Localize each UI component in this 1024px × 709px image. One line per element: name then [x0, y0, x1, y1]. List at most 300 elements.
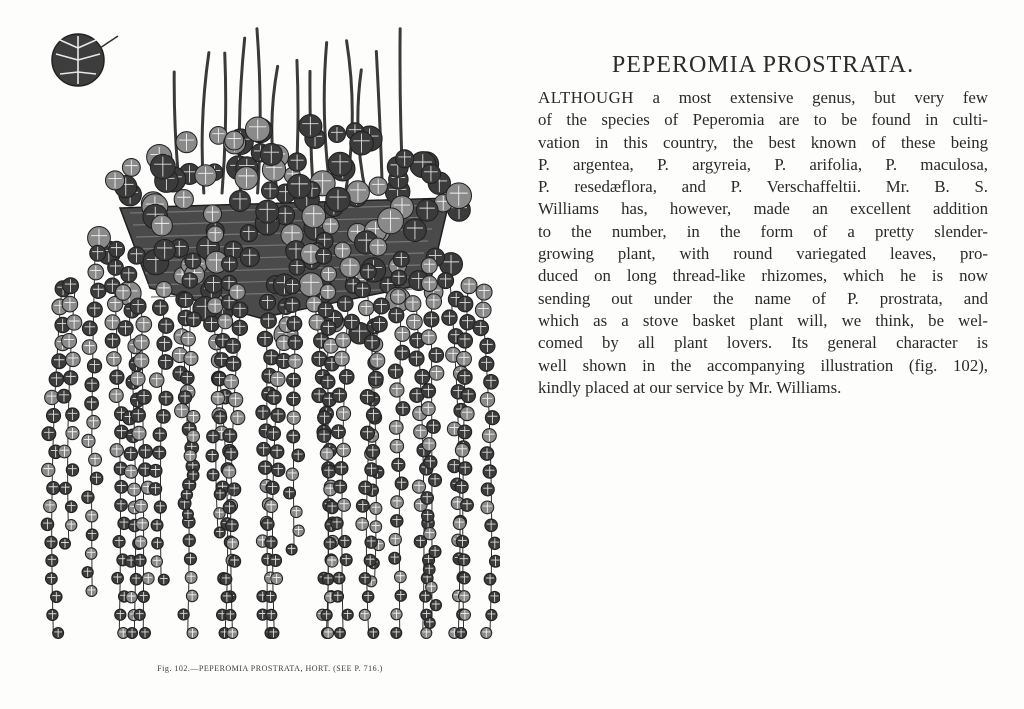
leaf — [416, 199, 438, 221]
lead-word-rest: LTHOUGH — [550, 88, 634, 107]
leaf — [204, 275, 222, 293]
leaf — [47, 609, 58, 620]
leaf — [223, 429, 237, 443]
leaf — [421, 492, 434, 505]
leaf — [318, 302, 333, 317]
leaf — [221, 256, 237, 272]
leaf — [256, 405, 270, 419]
leaf — [321, 609, 332, 620]
leaf — [266, 481, 279, 494]
leaf — [178, 292, 193, 307]
leaf — [442, 310, 457, 325]
leaf — [186, 312, 201, 327]
leaf — [460, 407, 474, 421]
leaf — [88, 264, 104, 280]
leaf — [334, 480, 347, 493]
leaf — [485, 519, 498, 532]
leaf — [391, 270, 407, 286]
figure-caption: Fig. 102.—PEPEROMIA PROSTRATA, HORT. (SEE P. 716.) — [157, 664, 383, 673]
leaf — [336, 406, 350, 420]
leaf — [82, 491, 94, 503]
leaf — [87, 302, 102, 317]
leaf — [124, 447, 137, 461]
leaf — [287, 392, 301, 406]
leaf — [225, 338, 240, 353]
leaf — [127, 628, 138, 639]
leaf — [186, 590, 198, 602]
leaf — [414, 425, 428, 439]
leaf — [90, 245, 106, 261]
leaf — [86, 510, 98, 522]
leaf — [49, 372, 64, 387]
body-line-9: duced on long thread-like rhizomes, which he is now — [538, 266, 988, 286]
leaf — [340, 554, 352, 566]
leaf — [266, 609, 277, 620]
leaf — [287, 430, 300, 443]
leaf — [45, 536, 57, 548]
leaf — [358, 300, 373, 315]
leaf — [429, 366, 444, 381]
leaf — [90, 472, 103, 485]
leaf — [299, 114, 322, 137]
leaf — [91, 283, 106, 298]
leaf — [339, 370, 354, 385]
leaf — [396, 150, 414, 168]
leaf — [479, 356, 494, 371]
leaf — [458, 554, 470, 566]
leaf — [426, 294, 442, 310]
leaf — [225, 609, 236, 620]
leaf — [134, 353, 149, 368]
leaf — [328, 152, 352, 176]
leaf — [266, 426, 280, 440]
leaf — [57, 389, 71, 403]
leaf — [240, 225, 257, 242]
body-line-4: P. argentea, P. argyreia, P. arifolia, P. maculosa, — [538, 154, 988, 174]
article-body — [538, 87, 988, 399]
leaf — [115, 499, 128, 512]
leaf — [225, 131, 244, 150]
leaf — [287, 411, 300, 424]
leaf — [207, 226, 224, 243]
leaf — [288, 354, 302, 368]
leaf — [390, 439, 404, 453]
leaf — [370, 353, 385, 368]
body-line-3: vation in this country, the best known of these being — [538, 132, 988, 152]
leaf — [261, 313, 277, 329]
leaf — [368, 628, 379, 639]
leaf — [483, 465, 496, 478]
leaf — [152, 538, 164, 550]
leaf — [126, 591, 138, 603]
leaf — [183, 534, 195, 546]
leaf — [337, 296, 353, 312]
leaf — [342, 609, 353, 620]
leaf — [475, 302, 491, 318]
leaf — [45, 573, 57, 585]
leaf — [489, 591, 500, 603]
leaf — [214, 527, 225, 538]
leaf — [180, 371, 194, 385]
leaf — [137, 390, 152, 405]
leaf — [339, 535, 351, 547]
leaf — [421, 258, 437, 274]
leaf — [121, 267, 137, 283]
leaf — [316, 248, 332, 264]
leaf — [322, 465, 335, 478]
leaf — [152, 300, 168, 316]
leaf — [337, 443, 351, 457]
leaf — [232, 302, 248, 318]
leaf — [149, 483, 162, 496]
leaf — [271, 408, 285, 422]
body-line-14: kindly placed at our service by Mr. Williams. — [538, 377, 842, 397]
leaf — [207, 298, 223, 314]
body-line-2: of the species of Peperomia are to be found in culti- — [538, 110, 988, 130]
peperomia-engraving — [30, 18, 500, 658]
leaf — [364, 335, 379, 350]
body-line-5: P. resedæflora, and P. Verschaffeltii. Mr. B. S. — [538, 177, 988, 197]
leaf — [366, 408, 380, 422]
leaf — [62, 333, 77, 348]
leaf — [53, 628, 64, 639]
leaf — [229, 190, 250, 211]
leaf — [396, 402, 410, 416]
leaf — [204, 316, 220, 332]
leaf — [484, 374, 499, 389]
leaf — [350, 131, 374, 155]
leaf — [318, 411, 332, 425]
leaf — [82, 567, 93, 578]
leaf — [46, 555, 58, 567]
leaf — [268, 628, 279, 639]
leaf — [270, 372, 285, 387]
body-line-1 — [538, 87, 988, 109]
leaf — [409, 351, 424, 366]
leaf — [85, 378, 99, 392]
leaf — [178, 391, 191, 404]
leaf — [421, 330, 436, 345]
article — [538, 52, 988, 399]
leaf — [390, 383, 404, 397]
leaf — [115, 480, 128, 493]
leaf — [284, 487, 296, 499]
leaf — [421, 402, 435, 416]
leaf — [203, 205, 221, 223]
leaf — [265, 500, 278, 513]
leaf — [485, 411, 499, 425]
leaf — [390, 289, 406, 305]
leaf — [392, 458, 405, 471]
leaf — [269, 554, 281, 566]
leaf — [66, 352, 81, 367]
leaf — [355, 282, 371, 298]
leaf — [287, 316, 302, 331]
leaf — [360, 390, 375, 405]
leaf — [67, 315, 82, 330]
leaf — [391, 515, 404, 528]
leaf — [206, 450, 218, 462]
leaf — [265, 591, 277, 603]
leaf — [394, 571, 406, 583]
leaf — [334, 351, 349, 366]
leaf — [138, 591, 150, 603]
leaf — [134, 335, 149, 350]
leaf — [395, 590, 407, 602]
leaf — [228, 392, 242, 406]
leaf — [458, 591, 470, 603]
leaf — [331, 517, 344, 530]
leaf — [47, 482, 60, 495]
leaf — [407, 314, 423, 330]
leaf — [335, 462, 348, 475]
leaf — [321, 375, 335, 389]
body-line-10: sending out under the name of P. prostrata, and — [538, 288, 988, 308]
leaf — [344, 314, 359, 329]
leaf — [287, 373, 301, 387]
leaf — [405, 296, 421, 312]
leaf — [389, 308, 404, 323]
leaf — [226, 356, 241, 371]
body-line-11: which as a stove basket plant will, we think, be wel- — [538, 310, 988, 330]
leaf — [455, 480, 468, 493]
leaf — [226, 519, 239, 532]
leaf — [389, 533, 401, 545]
leaf — [156, 409, 170, 423]
leaf — [134, 536, 146, 548]
leaf — [480, 447, 494, 461]
leaf — [359, 609, 370, 620]
leaf — [181, 489, 192, 500]
leaf — [423, 564, 435, 576]
body-line-7: to the number, in the form of a pretty slender- — [538, 221, 988, 241]
leaf — [151, 556, 162, 567]
leaf — [421, 628, 432, 639]
leaf — [66, 520, 77, 531]
leaf — [388, 364, 403, 379]
leaf — [182, 273, 198, 289]
leaf — [245, 117, 270, 142]
leaf — [421, 164, 440, 183]
leaf — [323, 628, 334, 639]
leaf — [429, 546, 441, 558]
leaf — [286, 544, 297, 555]
leaf — [124, 465, 137, 478]
leaf — [85, 548, 97, 560]
leaf — [270, 445, 284, 459]
leaf — [66, 408, 80, 422]
leaf — [207, 430, 220, 443]
leaf — [429, 348, 444, 363]
leaf — [334, 242, 351, 259]
leaf — [110, 444, 123, 457]
leaf — [222, 465, 235, 478]
leaf — [480, 393, 494, 407]
engraver-initials: J.P. — [226, 488, 239, 498]
leaf — [187, 469, 199, 481]
body-line-8: growing plant, with round variegated leaves, pro- — [538, 244, 988, 264]
leaf — [128, 483, 141, 496]
leaf — [87, 359, 101, 373]
leaf — [112, 572, 124, 584]
leaf — [427, 420, 441, 434]
leaf — [389, 421, 403, 435]
leaf — [85, 396, 99, 410]
body-line-12: comed by all plant lovers. Its general character is — [538, 333, 988, 353]
leaf — [110, 370, 124, 384]
leaf — [484, 573, 496, 585]
leaf — [457, 351, 472, 366]
leaf — [366, 444, 380, 458]
leaf — [174, 190, 193, 209]
leaf — [82, 321, 97, 336]
leaf — [221, 591, 233, 603]
leaf — [260, 294, 276, 310]
leaf — [404, 219, 427, 242]
leaf — [332, 591, 344, 603]
leaf — [229, 555, 241, 567]
leaf — [136, 518, 149, 531]
leaf — [178, 609, 189, 620]
leaf — [156, 281, 172, 297]
leaf — [220, 573, 232, 585]
leaf — [461, 278, 477, 294]
leaf — [458, 572, 470, 584]
leaf — [153, 428, 167, 442]
leaf — [293, 525, 304, 536]
leaf — [122, 158, 140, 176]
leaf — [458, 370, 473, 385]
leaf — [154, 239, 175, 260]
leaf — [424, 617, 435, 628]
leaf — [140, 628, 151, 639]
leaf — [154, 501, 166, 513]
leaf — [184, 450, 196, 462]
leaf — [286, 468, 298, 480]
leaf — [87, 415, 101, 429]
leaf — [424, 456, 437, 469]
body-line-13: well shown in the accompanying illustration (fig. 102), — [538, 355, 988, 375]
leaf — [489, 537, 500, 549]
leaf — [207, 469, 219, 481]
leaf — [271, 573, 283, 585]
leaf-detail-inset — [52, 34, 118, 86]
leaf — [158, 355, 173, 370]
leaf — [235, 167, 258, 190]
leaf — [224, 374, 239, 389]
leaf — [326, 187, 350, 211]
leaf — [158, 574, 169, 585]
leaf — [229, 284, 245, 300]
leaf — [320, 447, 333, 460]
leaf — [59, 538, 70, 549]
leaf — [360, 264, 376, 280]
leaf — [457, 333, 472, 348]
leaf — [131, 408, 145, 422]
leaf — [182, 509, 193, 520]
leaf — [288, 335, 303, 350]
leaf — [82, 340, 97, 355]
leaf — [59, 482, 71, 494]
leaf — [372, 316, 388, 332]
leaf — [328, 125, 345, 142]
leaf — [364, 554, 376, 566]
leaf — [334, 628, 345, 639]
leaf — [149, 464, 162, 477]
leaf — [153, 446, 166, 459]
leaf — [130, 298, 146, 314]
leaf — [150, 373, 164, 387]
leaf — [115, 609, 126, 620]
leaf — [46, 409, 60, 423]
leaf — [389, 552, 401, 564]
leaf — [130, 573, 142, 585]
body-line-6: Williams has, however, made an excellent addition — [538, 199, 988, 219]
leaf — [482, 429, 496, 443]
leaf — [66, 464, 78, 476]
leaf — [324, 537, 336, 549]
leaf — [391, 609, 402, 620]
leaf — [159, 391, 173, 405]
leaf — [453, 517, 466, 530]
leaf — [456, 535, 468, 547]
leaf — [257, 442, 271, 456]
leaf — [395, 477, 408, 490]
leaf — [365, 463, 379, 477]
leaf — [289, 259, 305, 275]
leaf — [321, 266, 337, 282]
plant-illustration — [30, 18, 500, 658]
leaf — [317, 429, 331, 443]
leaf — [211, 391, 225, 405]
leaf — [261, 518, 274, 531]
leaf — [395, 326, 410, 341]
leaf — [41, 518, 54, 531]
leaf — [336, 333, 351, 348]
leaf — [446, 183, 472, 209]
leaf — [134, 554, 146, 566]
leaf — [151, 519, 163, 531]
leaf — [62, 296, 78, 312]
leaf — [391, 496, 404, 509]
leaf — [271, 463, 285, 477]
leaf — [320, 284, 336, 300]
leaf — [136, 316, 152, 332]
leaf — [89, 453, 102, 466]
leaf — [321, 320, 336, 335]
leaf — [214, 411, 227, 424]
leaf — [42, 427, 56, 441]
leaf — [489, 555, 500, 567]
leaf — [368, 371, 383, 386]
leaf — [267, 390, 282, 405]
leaf — [326, 555, 338, 567]
leaf — [393, 251, 409, 267]
leaf — [157, 336, 172, 351]
leaf — [223, 501, 236, 514]
leaf — [326, 501, 339, 514]
leaf — [231, 411, 245, 425]
leaf — [429, 474, 442, 487]
leaf — [299, 273, 323, 297]
leaf — [150, 154, 175, 179]
leaf — [369, 238, 387, 256]
leaf — [459, 609, 470, 620]
leaf — [370, 521, 382, 533]
leaf — [105, 333, 120, 348]
leaf — [422, 438, 436, 452]
leaf — [480, 338, 495, 353]
